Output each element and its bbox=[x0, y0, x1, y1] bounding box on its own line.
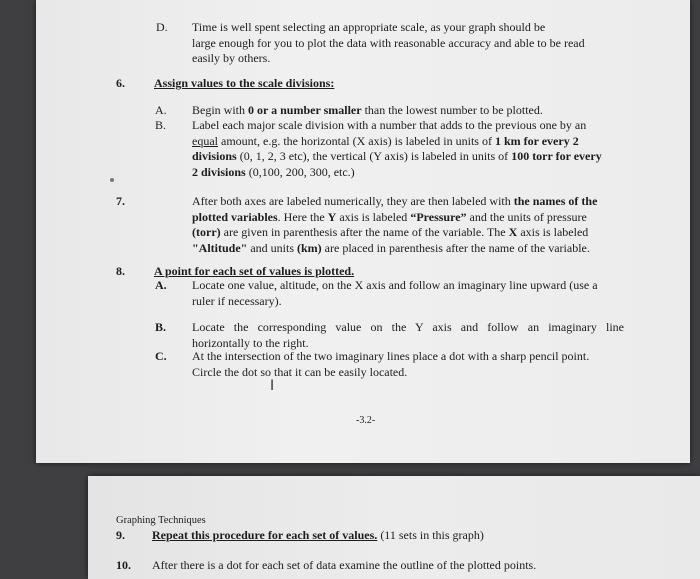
text-cursor-icon: I bbox=[270, 378, 275, 394]
text-run-bold: divisions bbox=[192, 149, 237, 163]
text-run-bold-underlined: Repeat this procedure for each set of values. bbox=[152, 528, 378, 542]
text-run-bold: Y bbox=[327, 209, 337, 224]
text-run: axis is labeled bbox=[517, 225, 589, 239]
text-run-bold: plotted variables bbox=[192, 209, 278, 224]
item-8b-line: Locate the corresponding value on the Y axis and follow an imaginary line bbox=[192, 320, 624, 334]
item-8c-letter: C. bbox=[155, 349, 167, 363]
text-run: Begin with bbox=[192, 103, 248, 117]
text-run-bold: 0 or a number smaller bbox=[248, 103, 362, 117]
paper-speck bbox=[110, 178, 114, 182]
item-8-number: 8. bbox=[116, 264, 125, 278]
item-6b-line bbox=[192, 165, 632, 181]
text-run: are placed in parenthesis after the name of the variable. bbox=[321, 240, 590, 255]
text-run: After both axes are labeled numerically, they are then labeled with bbox=[192, 194, 514, 208]
item-8a-letter: A. bbox=[155, 278, 167, 292]
item-10-number: 10. bbox=[116, 558, 131, 572]
item-9-number: 9. bbox=[116, 528, 125, 542]
item-9-text bbox=[152, 528, 484, 543]
item-6b-letter: B. bbox=[155, 118, 167, 132]
text-run: and units bbox=[247, 240, 297, 255]
text-run: (11 sets in this graph) bbox=[377, 528, 484, 542]
text-run: (0,100, 200, 300, etc.) bbox=[245, 164, 355, 179]
item-7-line bbox=[192, 241, 632, 257]
item-8b-letter: B. bbox=[155, 320, 167, 334]
text-run-bold: (km) bbox=[297, 240, 322, 255]
item-7-number: 7. bbox=[116, 194, 125, 208]
item-8a-line: Locate one value, altitude, on the X axis and follow an imaginary line upward (use a bbox=[192, 278, 598, 292]
item-6b-line bbox=[192, 149, 632, 165]
item-6b-text bbox=[192, 118, 632, 180]
item-8a-text bbox=[192, 278, 632, 309]
item-d-text bbox=[192, 20, 632, 67]
item-8a-line: ruler if necessary). bbox=[192, 293, 282, 308]
text-run-bold: X bbox=[508, 225, 518, 239]
text-run-bold: 100 torr for every bbox=[511, 149, 602, 163]
text-run: . Here the bbox=[277, 209, 328, 224]
item-d-letter: D. bbox=[156, 20, 168, 34]
item-6b-line bbox=[192, 134, 632, 150]
text-run: amount, e.g. the horizontal (X axis) is labeled in units of bbox=[218, 133, 495, 148]
item-6-number: 6. bbox=[116, 76, 125, 90]
item-7-line bbox=[192, 194, 632, 210]
item-d-line: easily by others. bbox=[192, 51, 271, 65]
item-7-line bbox=[192, 210, 632, 226]
text-run: and the units of pressure bbox=[466, 209, 587, 224]
item-8b-text bbox=[192, 320, 624, 351]
text-run-bold: 1 km for every 2 bbox=[494, 133, 579, 148]
page-header: Graphing Techniques bbox=[116, 515, 206, 526]
text-run: than the lowest number to be plotted. bbox=[361, 103, 543, 117]
item-d-line: Time is well spent selecting an appropriate scale, as your graph should be bbox=[192, 20, 546, 34]
item-8b-line: horizontally to the right. bbox=[192, 335, 309, 350]
item-10-text: After there is a dot for each set of data examine the outline of the plotted points. bbox=[152, 558, 537, 572]
item-7-line bbox=[192, 225, 632, 241]
item-8c-line: Circle the dot so that it can be easily located. bbox=[192, 364, 408, 379]
item-8-heading: A point for each set of values is plotted. bbox=[154, 264, 355, 278]
text-run-bold: "Altitude" bbox=[192, 240, 248, 255]
text-run: axis is labeled bbox=[336, 209, 411, 224]
text-run: (0, 1, 2, 3 etc), the vertical (Y axis) is labeled in units of bbox=[236, 149, 512, 163]
text-run: are given in parenthesis after the name of the variable. The bbox=[220, 225, 509, 239]
item-6a-letter: A. bbox=[155, 103, 167, 117]
page-number: -3.2- bbox=[356, 415, 376, 426]
text-run-bold: “Pressure” bbox=[410, 209, 467, 224]
text-run-underlined: equal bbox=[192, 133, 218, 148]
text-run-bold: the names of the bbox=[513, 194, 598, 208]
item-6b-line: Label each major scale division with a number that adds to the previous one by an bbox=[192, 118, 587, 132]
item-6a-text bbox=[192, 103, 543, 118]
item-6-heading: Assign values to the scale divisions: bbox=[154, 76, 335, 90]
item-d-line: large enough for you to plot the data with reasonable accuracy and able to be read bbox=[192, 35, 585, 50]
text-run-bold: 2 divisions bbox=[192, 164, 246, 179]
item-7-text bbox=[192, 194, 632, 256]
item-8c-line: At the intersection of the two imaginary lines place a dot with a sharp pencil point. bbox=[192, 349, 590, 363]
text-run-bold: (torr) bbox=[192, 225, 221, 239]
item-8c-text bbox=[192, 349, 632, 380]
